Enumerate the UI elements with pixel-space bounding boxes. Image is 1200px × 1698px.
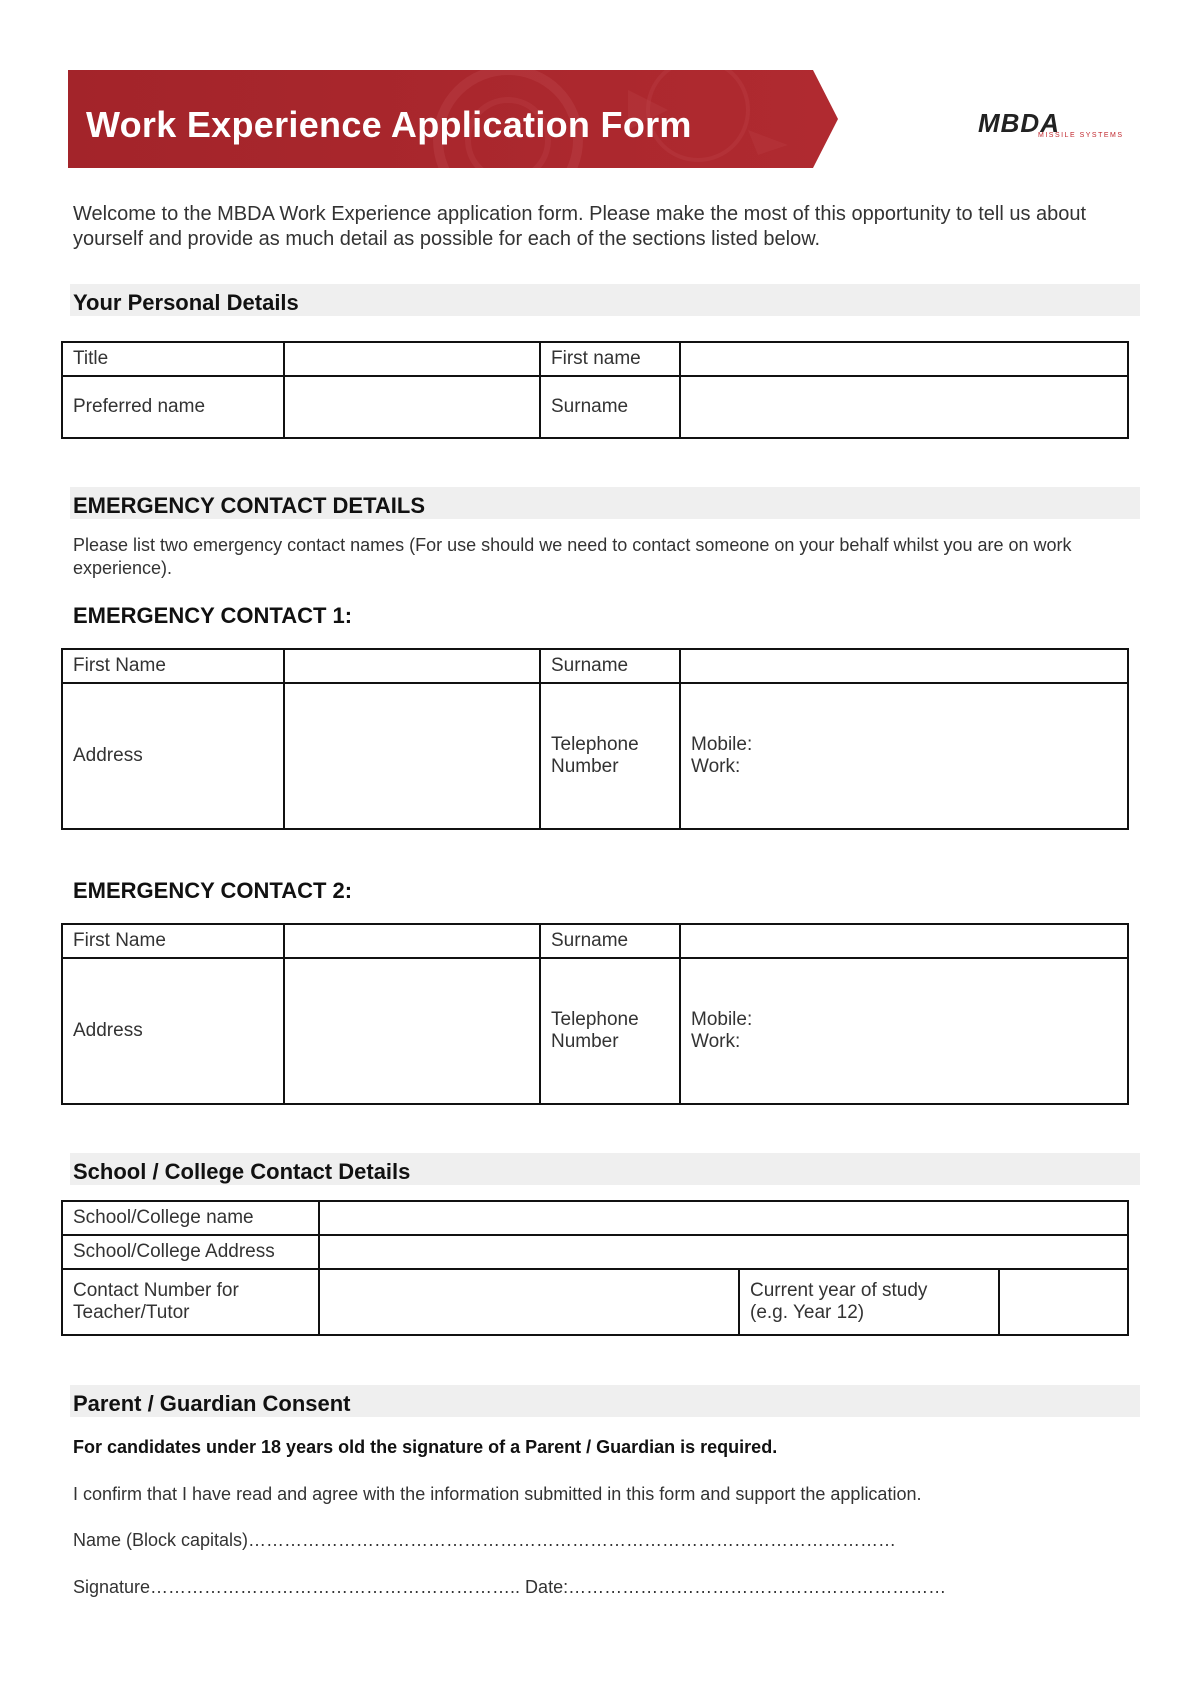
header-banner (68, 70, 838, 168)
logo-tagline: MISSILE SYSTEMS (1038, 132, 1124, 139)
emergency-details-bar (70, 487, 1140, 519)
consent-requirement: For candidates under 18 years old the signature of a Parent / Guardian is required. (73, 1437, 778, 1457)
ec2-mobile-label: Mobile: (691, 1009, 753, 1030)
emergency-contact-2-table (61, 923, 1129, 1105)
year-of-study-label (739, 1269, 999, 1335)
personal-details-heading: Your Personal Details (73, 290, 299, 315)
teacher-contact-input[interactable] (319, 1269, 739, 1335)
ec1-address-input[interactable] (284, 683, 540, 829)
signature-date-field[interactable]: Signature…………………………………………………….. Date:……………………………………………………… (73, 1577, 947, 1597)
preferred-name-label: Preferred name (62, 376, 284, 438)
ec1-telephone-label (540, 683, 680, 829)
preferred-name-input[interactable] (284, 376, 540, 438)
ec1-address-label: Address (62, 683, 284, 829)
ec2-address-label: Address (62, 958, 284, 1104)
school-address-input[interactable] (319, 1235, 1128, 1269)
ec1-telephone-label-line1: Telephone (551, 734, 639, 755)
form-title: Work Experience Application Form (86, 104, 692, 145)
ec2-surname-label: Surname (540, 924, 680, 958)
ec2-telephone-label-line2: Number (551, 1031, 619, 1052)
school-details-heading: School / College Contact Details (73, 1159, 411, 1184)
ec1-mobile-label: Mobile: (691, 734, 753, 755)
ec1-surname-label: Surname (540, 649, 680, 683)
consent-bar (70, 1385, 1140, 1417)
emergency-contact-1-table (61, 648, 1129, 830)
teacher-contact-label (62, 1269, 319, 1335)
school-details-bar (70, 1153, 1140, 1185)
title-label: Title (62, 342, 284, 376)
consent-confirmation: I confirm that I have read and agree with the information submitted in this form and support the application. (73, 1484, 922, 1504)
ec2-telephone-label (540, 958, 680, 1104)
personal-details-bar (70, 284, 1140, 316)
school-details-table (61, 1200, 1129, 1336)
ec2-telephone-label-line1: Telephone (551, 1009, 639, 1030)
school-name-label: School/College name (62, 1201, 319, 1235)
ec1-telephone-label-line2: Number (551, 756, 619, 777)
year-of-study-input[interactable] (999, 1269, 1128, 1335)
guardian-name-field[interactable]: Name (Block capitals)……………………………………………………………………………………………… (73, 1530, 897, 1550)
year-of-study-label-line1: Current year of study (750, 1280, 928, 1301)
emergency-details-heading: EMERGENCY CONTACT DETAILS (73, 493, 426, 518)
emergency-description: Please list two emergency contact names (For use should we need to contact someone on your behalf whilst you are on work experience). (73, 535, 1072, 578)
first-name-input[interactable] (680, 342, 1128, 376)
ec2-first-name-input[interactable] (284, 924, 540, 958)
ec1-surname-input[interactable] (680, 649, 1128, 683)
surname-input[interactable] (680, 376, 1128, 438)
first-name-label: First name (540, 342, 680, 376)
teacher-contact-label-line2: Teacher/Tutor (73, 1302, 190, 1323)
emergency-contact-1-heading: EMERGENCY CONTACT 1: (73, 603, 353, 628)
teacher-contact-label-line1: Contact Number for (73, 1280, 239, 1301)
ec2-address-input[interactable] (284, 958, 540, 1104)
surname-label: Surname (540, 376, 680, 438)
intro-text: Welcome to the MBDA Work Experience application form. Please make the most of this opportunity to tell us about yourself and provide as much detail as possible for each of the sections listed below. (73, 203, 1087, 250)
ec1-first-name-label: First Name (62, 649, 284, 683)
ec1-first-name-input[interactable] (284, 649, 540, 683)
ec1-work-label: Work: (691, 756, 741, 777)
school-address-label: School/College Address (62, 1235, 319, 1269)
mbda-logo (978, 108, 1138, 144)
ec1-telephone-input[interactable] (680, 683, 1128, 829)
ec2-first-name-label: First Name (62, 924, 284, 958)
personal-details-table (61, 341, 1129, 439)
title-input[interactable] (284, 342, 540, 376)
ec2-telephone-input[interactable] (680, 958, 1128, 1104)
year-of-study-label-line2: (e.g. Year 12) (750, 1302, 865, 1323)
ec2-work-label: Work: (691, 1031, 741, 1052)
ec2-surname-input[interactable] (680, 924, 1128, 958)
consent-heading: Parent / Guardian Consent (73, 1391, 351, 1416)
emergency-contact-2-heading: EMERGENCY CONTACT 2: (73, 878, 353, 903)
logo-text: MBDA (978, 108, 1060, 138)
school-name-input[interactable] (319, 1201, 1128, 1235)
